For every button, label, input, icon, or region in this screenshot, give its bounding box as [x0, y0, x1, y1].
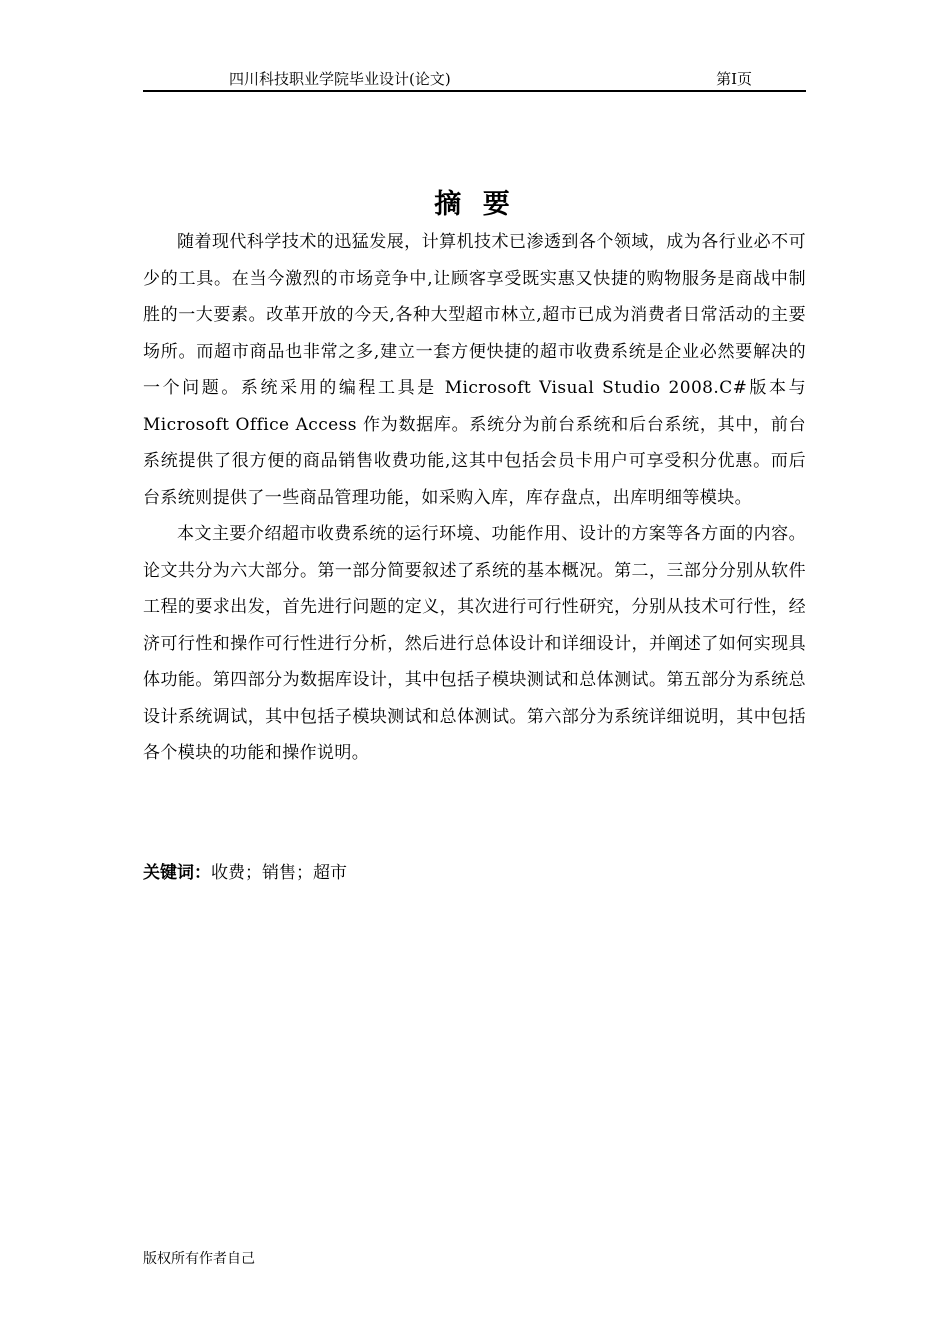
header-title: 四川科技职业学院毕业设计(论文)	[229, 70, 451, 88]
keywords-label: 关键词：	[143, 863, 211, 883]
header-page-number: 第I页	[716, 70, 752, 88]
keywords-values: 收费；销售；超市	[211, 863, 347, 883]
abstract-paragraph-1: 随着现代科学技术的迅猛发展，计算机技术已渗透到各个领域，成为各行业必不可少的工具。在当今激烈的市场竞争中,让顾客享受既实惠又快捷的购物服务是商战中制胜的一大要素。改革开放的今天,各种大型超市林立,超市已成为消费者日常活动的主要场所。而超市商品也非常之多,建立一套方便快捷的超市收费系统是企业必然要解决的一个问题。系统采用的编程工具是 Microsoft Visual Studio 2008.C#版本与 Microsoft Office Access 作为数据库。系统分为前台系统和后台系统，其中，前台系统提供了很方便的商品销售收费功能,这其中包括会员卡用户可享受积分优惠。而后台系统则提供了一些商品管理功能，如采购入库，库存盘点，出库明细等模块。	[143, 232, 806, 508]
abstract-heading: 摘 要	[434, 189, 516, 220]
page-footer: 版权所有作者自己	[143, 1251, 255, 1267]
abstract-paragraph-2: 本文主要介绍超市收费系统的运行环境、功能作用、设计的方案等各方面的内容。论文共分为六大部分。第一部分简要叙述了系统的基本概况。第二，三部分分别从软件工程的要求出发，首先进行问题的定义，其次进行可行性研究，分别从技术可行性，经济可行性和操作可行性进行分析，然后进行总体设计和详细设计，并阐述了如何实现具体功能。第四部分为数据库设计，其中包括子模块测试和总体测试。第五部分为系统总设计系统调试，其中包括子模块测试和总体测试。第六部分为系统详细说明，其中包括各个模块的功能和操作说明。	[143, 524, 806, 763]
keywords-line	[143, 858, 347, 883]
page-header	[143, 64, 806, 92]
abstract-body	[143, 224, 806, 772]
